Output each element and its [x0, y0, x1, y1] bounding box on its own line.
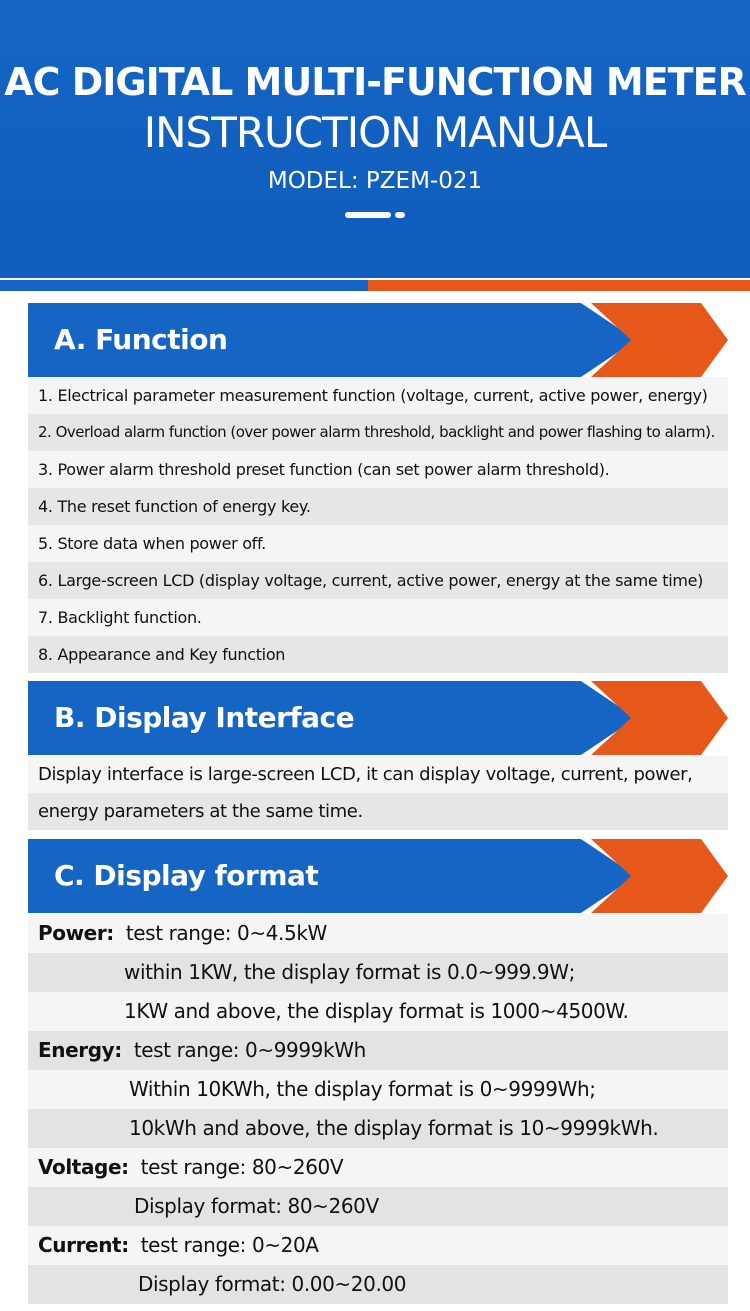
page-subtitle: INSTRUCTION MANUAL — [143, 108, 607, 157]
energy-row — [28, 1031, 728, 1070]
decorative-dot — [395, 212, 405, 218]
list-item: 4. The reset function of energy key. — [28, 488, 728, 525]
section-b-title: B. Display Interface — [54, 701, 355, 734]
section-a-banner — [28, 303, 728, 377]
list-item: 8. Appearance and Key function — [28, 636, 728, 673]
power-row — [28, 914, 728, 953]
display-interface-text — [28, 756, 728, 830]
energy-range: test range: 0~9999kWh — [133, 1038, 366, 1062]
model-label: MODEL: PZEM-021 — [267, 168, 483, 194]
section-c-title: C. Display format — [54, 859, 319, 892]
power-label: Power: — [38, 921, 114, 945]
voltage-format: Display format: 80~260V — [28, 1187, 728, 1226]
energy-format-2: 10kWh and above, the display format is 10~9999kWh. — [28, 1109, 728, 1148]
divider-blue — [0, 280, 368, 291]
power-format-2: 1KW and above, the display format is 1000~4500W. — [28, 992, 728, 1031]
section-a-title: A. Function — [54, 323, 228, 356]
decorative-dash — [345, 212, 391, 218]
text-line: energy parameters at the same time. — [28, 793, 728, 830]
list-item: 7. Backlight function. — [28, 599, 728, 636]
voltage-row — [28, 1148, 728, 1187]
divider-orange — [368, 280, 750, 291]
display-format-list — [28, 914, 728, 1304]
energy-label: Energy: — [38, 1038, 122, 1062]
current-label: Current: — [38, 1233, 129, 1257]
list-item: 5. Store data when power off. — [28, 525, 728, 562]
list-item: 6. Large-screen LCD (display voltage, current, active power, energy at the same time) — [28, 562, 728, 599]
current-format: Display format: 0.00~20.00 — [28, 1265, 728, 1304]
power-format-1: within 1KW, the display format is 0.0~999.9W; — [28, 953, 728, 992]
header-banner — [0, 0, 750, 278]
section-b-banner — [28, 681, 728, 755]
voltage-range: test range: 80~260V — [140, 1155, 344, 1179]
function-list — [28, 377, 728, 673]
current-range: test range: 0~20A — [140, 1233, 319, 1257]
list-item: 2. Overload alarm function (over power alarm threshold, backlight and power flashing to alarm). — [28, 414, 728, 451]
current-row — [28, 1226, 728, 1265]
text-line: Display interface is large-screen LCD, it can display voltage, current, power, — [28, 756, 728, 793]
section-c-banner — [28, 839, 728, 913]
power-range: test range: 0~4.5kW — [125, 921, 327, 945]
energy-format-1: Within 10KWh, the display format is 0~9999Wh; — [28, 1070, 728, 1109]
page-title: AC DIGITAL MULTI-FUNCTION METER — [4, 60, 746, 104]
list-item: 3. Power alarm threshold preset function (can set power alarm threshold). — [28, 451, 728, 488]
list-item: 1. Electrical parameter measurement function (voltage, current, active power, energy) — [28, 377, 728, 414]
voltage-label: Voltage: — [38, 1155, 129, 1179]
